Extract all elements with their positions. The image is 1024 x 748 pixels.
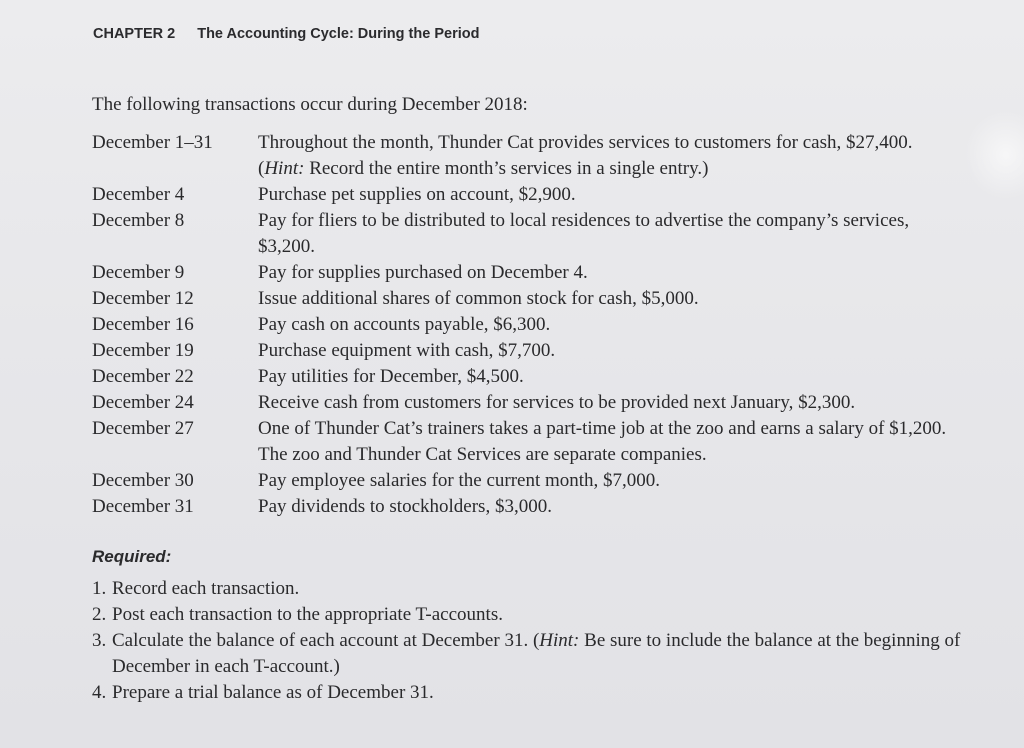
required-title: Required: <box>92 547 172 566</box>
required-item-text: Post each transaction to the appropriate T-accounts. <box>112 604 503 625</box>
chapter-header <box>93 26 479 42</box>
required-item-number: 3. <box>92 630 107 651</box>
transaction-row <box>92 208 992 260</box>
required-item <box>92 602 992 628</box>
required-item-number: 2. <box>92 604 107 625</box>
transaction-row <box>92 286 992 312</box>
required-item-text-part: Be sure to include the balance at the beginning of December in each T-account.) <box>112 630 961 677</box>
required-item <box>92 680 992 706</box>
required-item <box>92 628 992 680</box>
transaction-date: December 31 <box>92 496 194 517</box>
transaction-row <box>92 182 992 208</box>
required-item-number: 1. <box>92 578 107 599</box>
transaction-description: Purchase pet supplies on account, $2,900. <box>258 184 576 205</box>
transaction-row <box>92 494 992 520</box>
transaction-description: One of Thunder Cat’s trainers takes a part-time job at the zoo and earns a salary of $1,200. The zoo and Thunder Cat Services are separate companies. <box>258 418 947 465</box>
hint-label: Hint: <box>264 158 305 179</box>
transaction-row <box>92 390 992 416</box>
transaction-date: December 4 <box>92 184 185 205</box>
transaction-description: Pay dividends to stockholders, $3,000. <box>258 496 552 517</box>
transaction-date: December 9 <box>92 262 185 283</box>
transaction-row <box>92 416 992 468</box>
transaction-text: Record the entire month’s services in a single entry.) <box>304 158 709 179</box>
transaction-date: December 16 <box>92 314 194 335</box>
transaction-description: Pay for fliers to be distributed to local residences to advertise the company’s services, $3,200. <box>258 210 910 257</box>
intro-text: The following transactions occur during December 2018: <box>92 94 528 115</box>
transaction-description: Receive cash from customers for services to be provided next January, $2,300. <box>258 392 856 413</box>
transaction-row <box>92 468 992 494</box>
transaction-list <box>92 130 992 520</box>
transaction-date: December 24 <box>92 392 194 413</box>
chapter-label: CHAPTER 2 <box>93 26 176 42</box>
transaction-description: Pay for supplies purchased on December 4. <box>258 262 588 283</box>
hint-label: Hint: <box>539 630 580 651</box>
required-item-text: Prepare a trial balance as of December 31. <box>112 682 434 703</box>
transaction-date: December 27 <box>92 418 194 439</box>
required-item-text-part: Calculate the balance of each account at December 31. ( <box>112 630 540 651</box>
transaction-date: December 1–31 <box>92 132 213 153</box>
transaction-row <box>92 130 992 182</box>
required-list <box>92 576 992 706</box>
transaction-text: Throughout the month, Thunder Cat provides services to customers for cash, $27,400. ( <box>258 132 913 179</box>
transaction-row <box>92 364 992 390</box>
transaction-description: Purchase equipment with cash, $7,700. <box>258 340 556 361</box>
transaction-row <box>92 312 992 338</box>
required-section <box>92 544 992 706</box>
required-item-number: 4. <box>92 682 107 703</box>
transaction-description: Pay utilities for December, $4,500. <box>258 366 524 387</box>
transaction-date: December 19 <box>92 340 194 361</box>
transaction-date: December 12 <box>92 288 194 309</box>
transaction-date: December 30 <box>92 470 194 491</box>
transaction-date: December 22 <box>92 366 194 387</box>
transaction-date: December 8 <box>92 210 185 231</box>
problem-body <box>92 92 992 706</box>
transaction-row <box>92 338 992 364</box>
required-item <box>92 576 992 602</box>
transaction-description: Issue additional shares of common stock for cash, $5,000. <box>258 288 699 309</box>
transaction-row <box>92 260 992 286</box>
required-item-text: Record each transaction. <box>112 578 300 599</box>
transaction-description: Pay cash on accounts payable, $6,300. <box>258 314 551 335</box>
transaction-description <box>258 130 963 182</box>
transaction-description: Pay employee salaries for the current month, $7,000. <box>258 470 661 491</box>
required-item-text <box>112 628 972 680</box>
chapter-title: The Accounting Cycle: During the Period <box>197 26 480 42</box>
